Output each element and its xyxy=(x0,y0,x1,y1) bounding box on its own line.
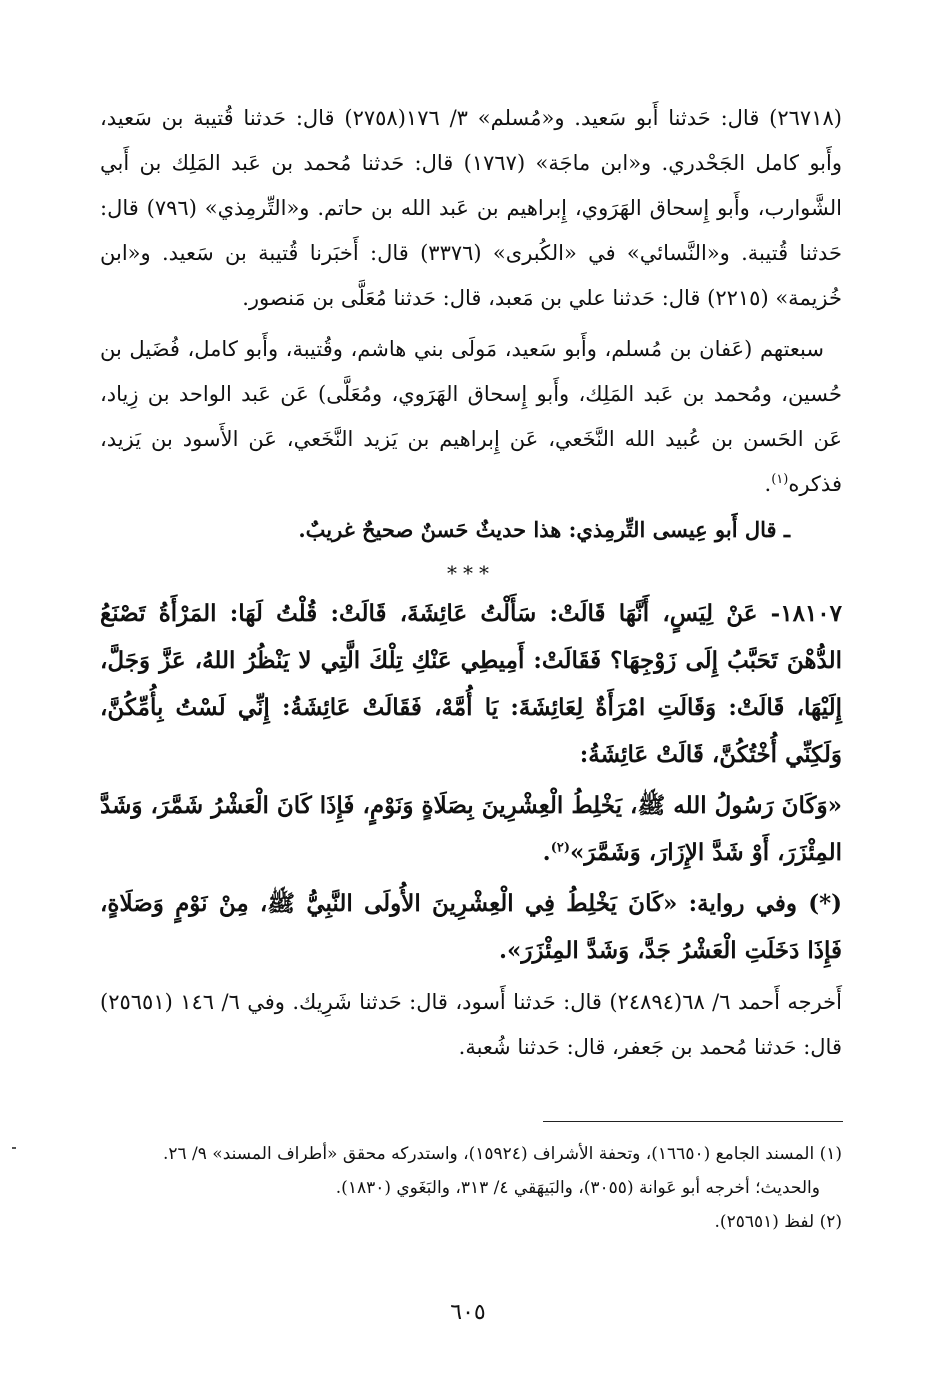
footnote-ref-2[interactable]: (٢) xyxy=(550,840,570,856)
takhrij-paragraph: (٢٦٧١٨) قال: حَدثنا أَبو سَعيد. و«مُسلم» ٣/ ١٧٦(٢٧٥٨) قال: حَدثنا قُتيبة بن سَعيد، وأَبو كامل الجَحْدري. و«ابن ماجَة» (١٧٦٧) قال: حَدثنا مُحمد بن عَبد المَلِك بن أَبي الشَّوارب، وأَبو إِسحاق الهَرَوي، إِبراهيم بن عَبد الله بن حاتم. و«التِّرمِذي» (٧٩٦) قال: حَدثنا قُتيبة. و«النَّسائي» في «الكُبرى» (٣٣٧٦) قال: أَخبَرنا قُتيبة بن سَعيد. و«ابن خُزيمة» (٢٢١٥) قال: حَدثنا علي بن مَعبد، قال: حَدثنا مُعَلَّى بن مَنصور. xyxy=(100,106,843,310)
isnad-text: سبعتهم (عَفان بن مُسلم، وأَبو سَعيد، مَولَى بني هاشم، وقُتيبة، وأَبو كامل، فُضَيل بن حُسين، ومُحمد بن عَبد المَلِك، وأَبو إِسحاق الهَرَوي، ومُعَلَّى) عَن عَبد الواحد بن زِياد، عَن الحَسن بن عُبيد الله النَّخَعي، عَن إِبراهيم بن يَزيد النَّخَعي، عَن الأَسود بن يَزيد، فذكره xyxy=(100,337,842,496)
hadith-quote xyxy=(100,782,842,876)
riwaya-paragraph: (*) وفي رواية: «كَانَ يَخْلِطُ فِي الْعِشْرِينَ الأُولَى النَّبِيُّ ﷺ، مِنْ نَوْمٍ وَصَلَاةٍ، فَإِذَا دَخَلَتِ الْعَشْرُ جَدَّ، وَشَدَّ المِئْزَرَ». xyxy=(100,890,842,964)
footnote-ref-1[interactable]: (١) xyxy=(771,472,789,487)
hadith-text: ١٨١٠٧- عَنْ لِيَسٍ، أَنَّهَا قَالَتْ: سَأَلْتُ عَائِشَةَ، قَالَتْ: قُلْتُ لَهَا: المَرْأَةُ تَصْنَعُ الدُّهْنَ تَحَبَّبُ إِلَى زَوْجِهَا؟ فَقَالَتْ: أَمِيطِي عَنْكِ تِلْكَ الَّتِي لا يَنْظُرُ اللهُ، عَزَّ وَجَلَّ، إِلَيْهَا، قَالَتْ: وَقَالَتِ امْرَأَةٌ لِعَائِشَةَ: يَا أُمَّهْ، فَقَالَتْ عَائِشَةُ: إِنِّي لَسْتُ بِأُمِّكُنَّ، وَلَكِنِّي أُخْتُكُنَّ، قَالَتْ عَائِشَةُ: xyxy=(100,600,842,768)
tirmidhi-verdict: ـ قال أَبو عِيسى التِّرمِذي: هذا حديثٌ حَسنٌ صحيحٌ غريبٌ. xyxy=(298,517,790,542)
scan-speck xyxy=(12,1147,16,1149)
footnote-1: (١) المسند الجامع (١٦٦٥٠)، وتحفة الأشراف (١٥٩٢٤)، واستدركه محقق «أطراف المسند» ٩/ ٢٦. xyxy=(162,1144,842,1164)
footnote-1-continued: والحديث؛ أخرجه أبو عَوانة (٣٠٥٥)، والبَيهَقي ٤/ ٣١٣، والبَغَوي (١٨٣٠). xyxy=(335,1178,820,1198)
akhraja-paragraph: أَخرجه أَحمد ٦/ ٦٨(٢٤٨٩٤) قال: حَدثنا أَسود، قال: حَدثنا شَرِيك. وفي ٦/ ١٤٦ (٢٥٦٥١) قال: حَدثنا مُحمد بن جَعفر، قال: حَدثنا شُعبة. xyxy=(100,990,842,1059)
footnote-2: (٢) لفظ (٢٥٦٥١). xyxy=(714,1212,842,1232)
quote-end: . xyxy=(542,839,551,866)
footnote-divider xyxy=(543,1121,843,1122)
page-number: ٦٠٥ xyxy=(450,1300,486,1325)
isnad-paragraph: سبعتهم (عَفان بن مُسلم، وأَبو سَعيد، مَولَى بني هاشم، وقُتيبة، وأَبو كامل، فُضَيل بن حُسين، ومُحمد بن عَبد المَلِك، وأَبو إِسحاق الهَرَوي، ومُعَلَّى) عَن عَبد الواحد بن زِياد، عَن الحَسن بن عُبيد الله النَّخَعي، عَن إِبراهيم بن يَزيد النَّخَعي، عَن الأَسود بن يَزيد، فذكره$^{(١)}$. xyxy=(100,337,842,496)
hadith-quote-text: «وَكَانَ رَسُولُ الله ﷺ، يَخْلِطُ الْعِشْرِينَ بِصَلَاةٍ وَنَوْمٍ، فَإِذَا كَانَ الْعَشْرُ شَمَّرَ، وَشَدَّ المِئْزَرَ، أَوْ شَدَّ الإِزَارَ، وَشَمَّرَ» xyxy=(100,792,842,866)
footnotes xyxy=(100,1137,842,1239)
main-text xyxy=(100,96,842,1070)
section-separator: *** xyxy=(447,561,495,585)
